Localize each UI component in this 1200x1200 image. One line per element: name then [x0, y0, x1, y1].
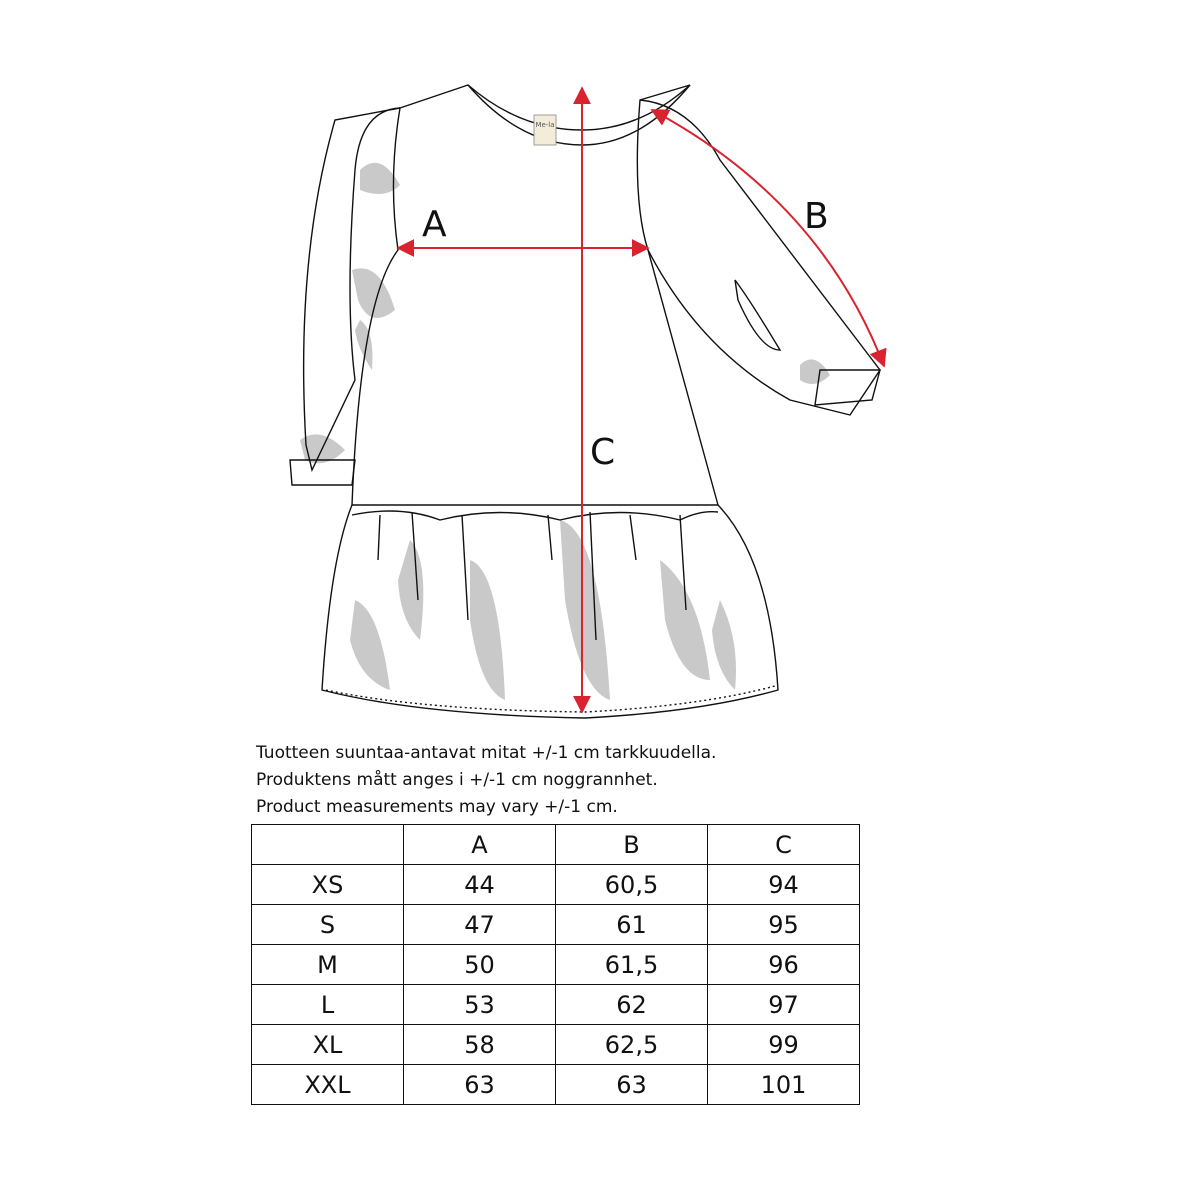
- value-cell: 95: [708, 905, 860, 945]
- measure-b-arrow: [652, 110, 884, 366]
- value-cell: 58: [404, 1025, 556, 1065]
- label-a: A: [422, 204, 447, 245]
- value-cell: 53: [404, 985, 556, 1025]
- left-cuff: [290, 460, 355, 485]
- note-english: Product measurements may vary +/-1 cm.: [256, 797, 618, 817]
- header-b: B: [556, 825, 708, 865]
- table-header-row: [252, 825, 860, 865]
- value-cell: 94: [708, 865, 860, 905]
- size-cell: XXL: [252, 1065, 404, 1105]
- table-row: [252, 905, 860, 945]
- table-row: [252, 1025, 860, 1065]
- value-cell: 96: [708, 945, 860, 985]
- hem-stitch: [326, 686, 775, 712]
- label-c: C: [590, 432, 616, 473]
- size-cell: S: [252, 905, 404, 945]
- value-cell: 61: [556, 905, 708, 945]
- size-cell: L: [252, 985, 404, 1025]
- value-cell: 63: [556, 1065, 708, 1105]
- label-b: B: [804, 196, 829, 237]
- print-motifs: [300, 163, 830, 700]
- header-size: [252, 825, 404, 865]
- brand-tag-text: Me-la: [535, 121, 555, 129]
- value-cell: 47: [404, 905, 556, 945]
- brand-tag: [534, 115, 556, 145]
- value-cell: 99: [708, 1025, 860, 1065]
- value-cell: 50: [404, 945, 556, 985]
- value-cell: 97: [708, 985, 860, 1025]
- table-row: [252, 945, 860, 985]
- skirt-seam: [352, 511, 718, 520]
- bodice: [352, 85, 718, 505]
- table-row: [252, 1065, 860, 1105]
- header-c: C: [708, 825, 860, 865]
- value-cell: 44: [404, 865, 556, 905]
- table-row: [252, 985, 860, 1025]
- note-swedish: Produktens mått anges i +/-1 cm noggrannhet.: [256, 770, 658, 790]
- size-cell: XL: [252, 1025, 404, 1065]
- size-cell: XS: [252, 865, 404, 905]
- note-finnish: Tuotteen suuntaa-antavat mitat +/-1 cm tarkkuudella.: [256, 743, 717, 763]
- size-cell: M: [252, 945, 404, 985]
- neckline: [468, 85, 690, 145]
- value-cell: 62,5: [556, 1025, 708, 1065]
- header-a: A: [404, 825, 556, 865]
- value-cell: 62: [556, 985, 708, 1025]
- skirt-pleats: [378, 512, 686, 640]
- measurement-notes: [256, 740, 716, 821]
- right-sleeve: [640, 100, 880, 415]
- sleeve-fold: [735, 280, 780, 350]
- value-cell: 101: [708, 1065, 860, 1105]
- table-row: [252, 865, 860, 905]
- value-cell: 63: [404, 1065, 556, 1105]
- value-cell: 60,5: [556, 865, 708, 905]
- value-cell: 61,5: [556, 945, 708, 985]
- size-table: [251, 824, 860, 1105]
